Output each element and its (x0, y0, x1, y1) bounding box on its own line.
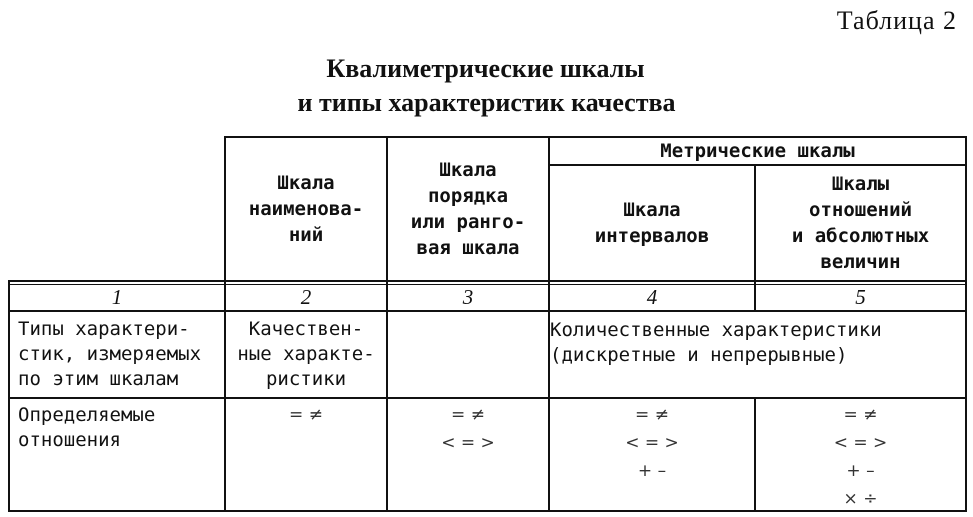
rule-table-bottom (8, 510, 967, 512)
row-label-types (10, 312, 224, 397)
relations-ordinal-order: < = > (441, 433, 495, 453)
header-nominal-line-3: ний (288, 224, 324, 246)
header-ratio-line-1: Шкалы (831, 173, 890, 195)
header-ratio-line-2: отношений (809, 199, 912, 221)
rule-header-bottom (8, 280, 967, 282)
header-interval-line-1: Шкала (623, 199, 681, 221)
relations-ratio-add: + – (846, 461, 875, 481)
relations-nominal-eq: = ≠ (289, 405, 323, 425)
relations-interval-order: < = > (625, 433, 679, 453)
header-interval-scale (550, 166, 754, 280)
table-title-line-1: Квалиметрические шкалы (326, 54, 645, 83)
table-number: Таблица 2 (836, 6, 957, 35)
header-nominal-line-2: наименова- (248, 198, 364, 220)
row-label-relations-line-2: отношения (18, 429, 121, 451)
column-number-3: 3 (462, 285, 474, 309)
relations-interval-eq: = ≠ (635, 405, 669, 425)
row-label-types-line-2: стик, измеряемых (18, 343, 202, 365)
header-ordinal-line-3: или ранго- (410, 211, 526, 233)
header-ordinal-scale (388, 138, 548, 280)
relations-nominal (226, 399, 386, 510)
row-label-types-line-3: по этим шкалам (18, 368, 179, 390)
column-number-5: 5 (855, 285, 866, 309)
header-ordinal-line-2: порядка (427, 185, 509, 207)
row-label-types-line-1: Типы характери- (18, 318, 190, 340)
types-qualitative-line-3: ристики (265, 368, 347, 390)
row-label-relations-line-1: Определяемые (18, 404, 156, 426)
column-number-1: 1 (111, 285, 123, 309)
header-metric-scales: Метрические шкалы (660, 140, 855, 162)
relations-interval (550, 399, 754, 510)
row-label-relations (10, 399, 224, 510)
column-number-4: 4 (646, 285, 658, 309)
header-nominal-line-1: Шкала (277, 172, 335, 194)
table-title-line-2: и типы характеристик качества (297, 88, 676, 117)
types-quantitative (550, 312, 965, 397)
relations-interval-add: + – (637, 461, 667, 481)
rule-right (965, 136, 967, 512)
column-number-2: 2 (300, 285, 312, 309)
relations-ratio-mul: × ÷ (843, 489, 878, 509)
types-qualitative-line-1: Качествен- (248, 318, 364, 340)
header-ratio-line-4: величин (820, 251, 901, 273)
types-qualitative-line-2: ные характе- (237, 343, 375, 365)
header-ordinal-line-4: вая шкала (416, 237, 520, 259)
relations-ordinal-eq: = ≠ (451, 405, 485, 425)
header-ratio-line-3: и абсолютных (791, 225, 930, 247)
header-interval-line-2: интервалов (594, 225, 710, 247)
relations-ratio (756, 399, 965, 510)
types-ordinal-empty (388, 312, 548, 397)
types-quantitative-line-1: Количественные характеристики (550, 319, 882, 341)
header-ordinal-line-1: Шкала (439, 159, 497, 181)
relations-ratio-order: < = > (833, 433, 888, 453)
header-ratio-scale (756, 166, 965, 280)
types-qualitative (226, 312, 386, 397)
relations-ordinal (388, 399, 548, 510)
header-nominal-scale (226, 138, 386, 280)
relations-ratio-eq: = ≠ (843, 405, 878, 425)
types-quantitative-line-2: (дискретные и непрерывные) (550, 344, 848, 366)
